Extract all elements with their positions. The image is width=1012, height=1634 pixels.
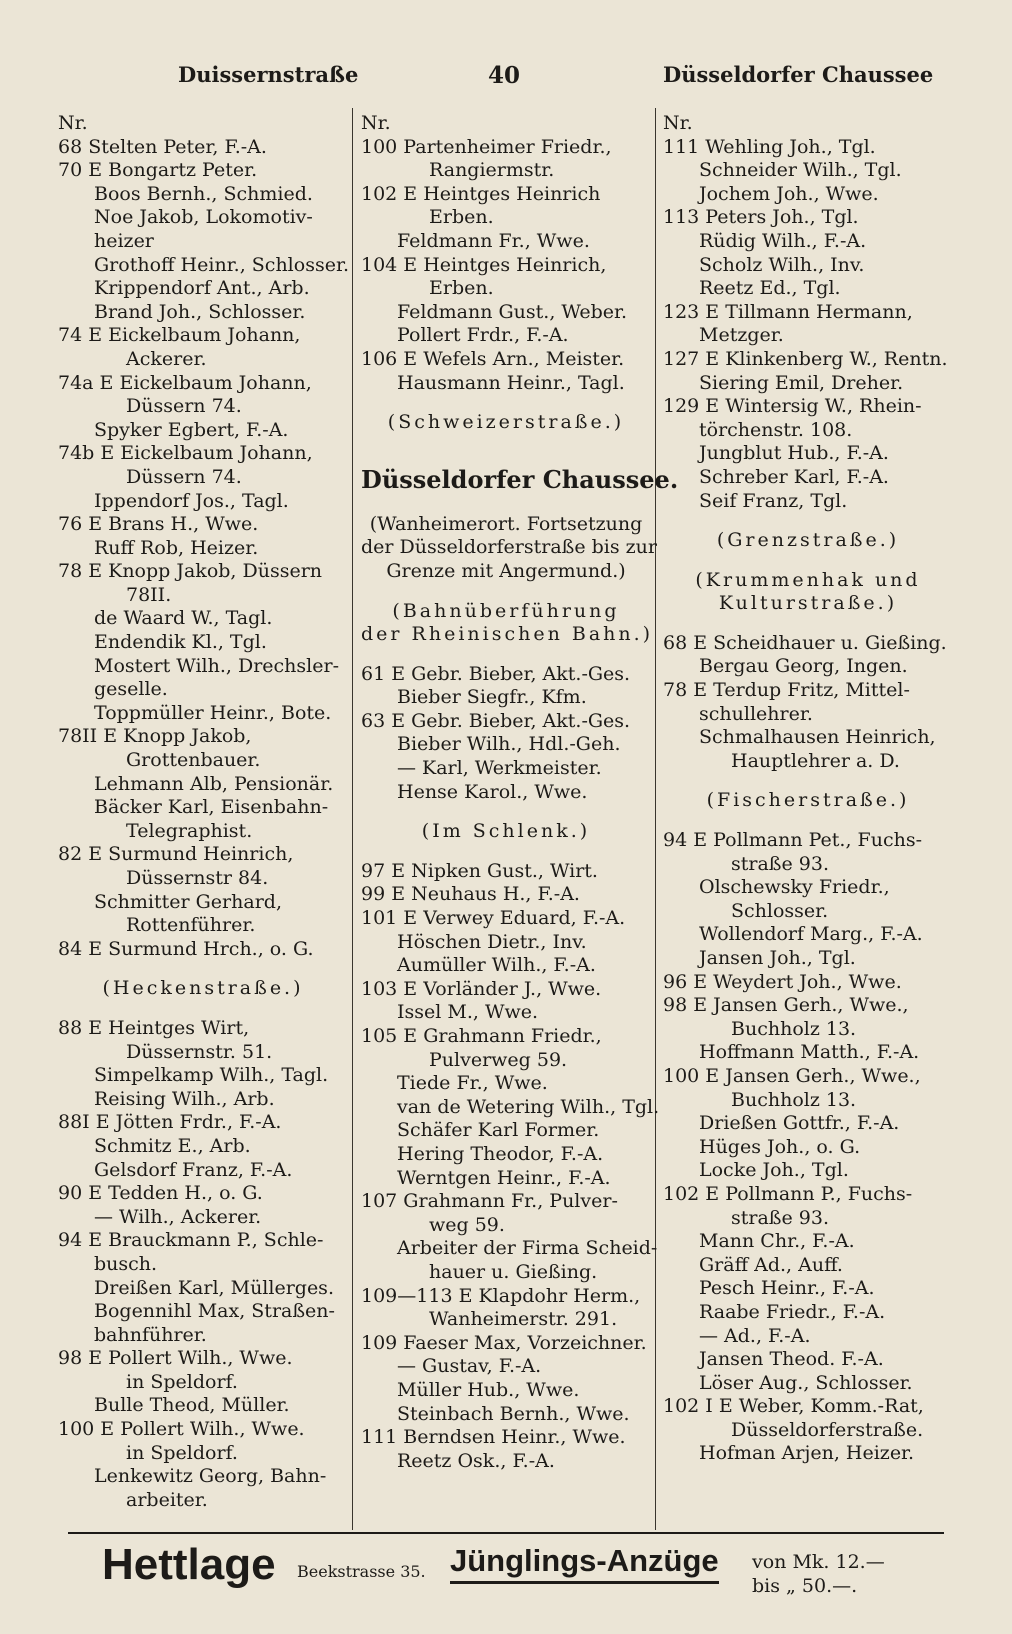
directory-entry: Noe Jakob, Lokomotiv-	[94, 206, 313, 229]
directory-entry: Schreber Karl, F.-A.	[699, 465, 889, 488]
spacer	[58, 961, 348, 977]
directory-entry: 82 E Surmund Heinrich,	[58, 843, 294, 866]
directory-entry: 105 E Grahmann Friedr.,	[361, 1025, 602, 1047]
advert-company-name: Hettlage	[102, 1540, 276, 1589]
cross-street-heading: (Schweizerstraße.)	[387, 411, 625, 434]
directory-entry: Düssernstr 84.	[126, 867, 269, 889]
directory-entry: Drießen Gottfr., F.-A.	[699, 1112, 900, 1135]
street-note: der Düsseldorferstraße bis zur	[361, 536, 657, 559]
directory-entry: Steinbach Bernh., Wwe.	[397, 1402, 630, 1425]
directory-entry: van de Wetering Wilh., Tgl.	[397, 1095, 660, 1118]
directory-entry: 63 E Gebr. Bieber, Akt.-Ges.	[361, 709, 631, 732]
directory-entry: Gräff Ad., Auff.	[699, 1253, 843, 1276]
directory-entry: 78II E Knopp Jakob,	[58, 725, 252, 748]
directory-entry: Pollert Frdr., F.-A.	[397, 324, 569, 347]
directory-entry: Pulverweg 59.	[429, 1048, 568, 1071]
directory-entry: Locke Joh., Tgl.	[699, 1159, 849, 1182]
directory-entry: 99 E Neuhaus H., F.-A.	[361, 883, 580, 906]
directory-entry: Feldmann Gust., Weber.	[397, 300, 628, 323]
advert-address: Beekstrasse 35.	[297, 1562, 426, 1581]
spacer	[663, 616, 953, 632]
directory-entry: Nr.	[58, 112, 88, 134]
directory-entry: straße 93.	[731, 1206, 829, 1229]
cross-street-heading: Kulturstraße.)	[718, 592, 898, 615]
directory-entry: Lenkewitz Georg, Bahn-	[94, 1465, 327, 1488]
directory-entry: 70 E Bongartz Peter.	[58, 159, 258, 182]
directory-entry: Jansen Joh., Tgl.	[699, 947, 856, 969]
directory-entry: 100 Partenheimer Friedr.,	[361, 135, 612, 158]
spacer	[361, 804, 651, 820]
column-1	[58, 112, 348, 1512]
directory-entry: schullehrer.	[699, 702, 813, 725]
directory-entry: — Ad., F.-A.	[699, 1324, 811, 1347]
directory-entry: Mann Chr., F.-A.	[699, 1230, 855, 1253]
directory-entry: in Speldorf.	[126, 1370, 238, 1393]
directory-entry: Hoffmann Matth., F.-A.	[699, 1041, 920, 1064]
directory-entry: 88 E Heintges Wirt,	[58, 1016, 250, 1039]
directory-entry: Ruff Rob, Heizer.	[94, 536, 259, 559]
directory-entry: Bieber Wilh., Hdl.-Geh.	[397, 733, 621, 756]
directory-entry: 103 E Vorländer J., Wwe.	[361, 977, 602, 1000]
directory-entry: Bäcker Karl, Eisenbahn-	[94, 796, 329, 819]
directory-entry: Buchholz 13.	[731, 1088, 857, 1111]
directory-entry: 78 E Terdup Fritz, Mittel-	[663, 679, 910, 702]
cross-street-heading: (Krummenhak und	[695, 568, 921, 591]
directory-entry: 98 E Pollert Wilh., Wwe.	[58, 1347, 293, 1370]
directory-entry: Aumüller Wilh., F.-A.	[397, 954, 596, 977]
directory-entry: Buchholz 13.	[731, 1017, 857, 1040]
spacer	[58, 1001, 348, 1017]
cross-street-heading: (Bahnüberführung	[392, 599, 620, 622]
column-divider	[655, 108, 656, 1530]
directory-entry: arbeiter.	[126, 1488, 208, 1511]
directory-entry: 100 E Jansen Gerh., Wwe.,	[663, 1064, 921, 1087]
directory-entry: busch.	[94, 1252, 158, 1275]
directory-entry: Metzger.	[699, 324, 784, 347]
advert-product: Jünglings-Anzüge	[450, 1541, 719, 1584]
directory-entry: Schäfer Karl Former.	[397, 1119, 600, 1142]
directory-entry: Brand Joh., Schlosser.	[94, 300, 306, 323]
directory-entry: 113 Peters Joh., Tgl.	[663, 206, 859, 229]
directory-entry: Hüges Joh., o. G.	[699, 1135, 861, 1158]
directory-entry: 98 E Jansen Gerh., Wwe.,	[663, 994, 909, 1017]
directory-entry: hauer u. Gießing.	[429, 1260, 598, 1283]
directory-entry: Feldmann Fr., Wwe.	[397, 229, 590, 252]
directory-entry: Hense Karol., Wwe.	[397, 780, 588, 803]
directory-entry: 111 Berndsen Heinr., Wwe.	[361, 1426, 626, 1449]
spacer	[361, 497, 651, 513]
directory-entry: Düsseldorferstraße.	[731, 1418, 924, 1441]
street-title: Düsseldorfer Chaussee.	[361, 464, 679, 494]
directory-entry: Issel M., Wwe.	[397, 1001, 539, 1024]
directory-entry: — Gustav, F.-A.	[397, 1355, 542, 1378]
directory-entry: Bergau Georg, Ingen.	[699, 655, 908, 678]
running-head-right: Düsseldorfer Chaussee	[663, 62, 934, 87]
spacer	[361, 584, 651, 600]
directory-entry: 90 E Tedden H., o. G.	[58, 1182, 263, 1205]
directory-entry: 68 Stelten Peter, F.-A.	[58, 135, 267, 158]
cross-street-heading: (Heckenstraße.)	[102, 977, 304, 1000]
column-3	[663, 112, 953, 1466]
directory-entry: 96 E Weydert Joh., Wwe.	[663, 970, 902, 993]
cross-street-heading: (Grenzstraße.)	[716, 529, 900, 552]
spacer	[361, 435, 651, 463]
directory-entry: 102 E Pollmann P., Fuchs-	[663, 1182, 913, 1205]
directory-entry: Arbeiter der Firma Scheid-	[397, 1237, 658, 1260]
directory-entry: Reetz Ed., Tgl.	[699, 277, 841, 300]
directory-entry: Düssern 74.	[126, 395, 242, 418]
directory-entry: törchenstr. 108.	[699, 418, 853, 441]
directory-entry: Gelsdorf Franz, F.-A.	[94, 1158, 293, 1181]
directory-entry: Dreißen Karl, Müllerges.	[94, 1276, 334, 1299]
directory-entry: 109—113 E Klapdohr Herm.,	[361, 1284, 641, 1307]
directory-entry: 102 E Heintges Heinrich	[361, 182, 601, 205]
directory-entry: — Karl, Werkmeister.	[397, 757, 602, 780]
directory-entry: Krippendorf Ant., Arb.	[94, 277, 310, 300]
directory-entry: Lehmann Alb, Pensionär.	[94, 772, 334, 795]
directory-entry: bahnführer.	[94, 1323, 207, 1346]
directory-entry: Werntgen Heinr., F.-A.	[397, 1166, 611, 1189]
directory-entry: weg 59.	[429, 1213, 505, 1236]
advert-price-line: von Mk. 12.—	[752, 1551, 885, 1573]
directory-entry: Scholz Wilh., Inv.	[699, 253, 865, 276]
directory-entry: Jochem Joh., Wwe.	[699, 182, 879, 205]
directory-entry: Düssern 74.	[126, 465, 242, 488]
directory-entry: Höschen Dietr., Inv.	[397, 930, 587, 953]
directory-entry: Mostert Wilh., Drechsler-	[94, 654, 339, 677]
directory-entry: Nr.	[663, 112, 693, 134]
spacer	[663, 553, 953, 569]
directory-entry: Grothoff Heinr., Schlosser.	[94, 253, 349, 276]
directory-entry: Boos Bernh., Schmied.	[94, 182, 313, 205]
directory-entry: Nr.	[361, 112, 391, 134]
directory-entry: 74a E Eickelbaum Johann,	[58, 371, 312, 394]
directory-entry: Seif Franz, Tgl.	[699, 489, 848, 512]
directory-entry: Hauptlehrer a. D.	[731, 749, 900, 772]
spacer	[361, 844, 651, 860]
directory-entry: 101 E Verwey Eduard, F.-A.	[361, 907, 626, 930]
directory-entry: Simpelkamp Wilh., Tagl.	[94, 1064, 329, 1087]
directory-entry: Hering Theodor, F.-A.	[397, 1142, 604, 1165]
directory-entry: de Waard W., Tagl.	[94, 607, 273, 630]
directory-entry: Bieber Siegfr., Kfm.	[397, 686, 587, 709]
directory-entry: Erben.	[429, 277, 494, 300]
directory-entry: Hofman Arjen, Heizer.	[699, 1442, 915, 1465]
directory-entry: Reising Wilh., Arb.	[94, 1087, 275, 1110]
footer-rule	[68, 1532, 944, 1534]
directory-entry: heizer	[94, 229, 154, 252]
page-number: 40	[488, 62, 521, 89]
advert-price-line: bis „ 50.—.	[752, 1575, 858, 1597]
directory-entry: Telegraphist.	[126, 819, 253, 842]
directory-entry: 100 E Pollert Wilh., Wwe.	[58, 1418, 305, 1441]
directory-entry: 84 E Surmund Hrch., o. G.	[58, 937, 314, 960]
directory-entry: Schlosser.	[731, 899, 829, 922]
directory-entry: 68 E Scheidhauer u. Gießing.	[663, 631, 947, 654]
directory-entry: Jungblut Hub., F.-A.	[699, 442, 889, 465]
street-note: (Wanheimerort. Fortsetzung	[369, 512, 643, 535]
running-head-left: Duissernstraße	[178, 62, 359, 87]
cross-street-heading: der Rheinischen Bahn.)	[361, 623, 654, 646]
directory-entry: in Speldorf.	[126, 1441, 238, 1464]
cross-street-heading: (Fischerstraße.)	[706, 789, 910, 812]
directory-entry: Grottenbauer.	[126, 749, 261, 772]
directory-entry: 102 I E Weber, Komm.-Rat,	[663, 1395, 924, 1418]
directory-entry: 74 E Eickelbaum Johann,	[58, 324, 301, 347]
directory-entry: Pesch Heinr., F.-A.	[699, 1277, 875, 1300]
directory-entry: 97 E Nipken Gust., Wirt.	[361, 859, 598, 882]
directory-entry: 74b E Eickelbaum Johann,	[58, 442, 313, 465]
cross-street-heading: (Im Schlenk.)	[421, 820, 591, 843]
column-2	[361, 112, 679, 1473]
directory-entry: Schmalhausen Heinrich,	[699, 726, 936, 749]
directory-entry: 78 E Knopp Jakob, Düssern	[58, 560, 323, 583]
directory-entry: Rangiermstr.	[429, 159, 555, 182]
directory-entry: Siering Emil, Dreher.	[699, 371, 904, 394]
directory-entry: Tiede Fr., Wwe.	[397, 1072, 548, 1095]
directory-entry: Bogennihl Max, Straßen-	[94, 1300, 335, 1323]
directory-entry: Erben.	[429, 206, 494, 229]
directory-entry: Düssernstr. 51.	[126, 1040, 273, 1063]
directory-entry: 109 Faeser Max, Vorzeichner.	[361, 1331, 647, 1354]
directory-entry: Schmitz E., Arb.	[94, 1134, 251, 1157]
directory-entry: Rüdig Wilh., F.-A.	[699, 229, 867, 252]
directory-entry: 94 E Brauckmann P., Schle-	[58, 1229, 324, 1252]
directory-entry: 61 E Gebr. Bieber, Akt.-Ges.	[361, 662, 631, 685]
directory-entry: 123 E Tillmann Hermann,	[663, 300, 913, 323]
directory-entry: straße 93.	[731, 852, 829, 875]
directory-entry: 107 Grahmann Fr., Pulver-	[361, 1190, 618, 1213]
directory-entry: Wollendorf Marg., F.-A.	[699, 923, 923, 946]
directory-entry: Schneider Wilh., Tgl.	[699, 159, 902, 182]
directory-entry: Raabe Friedr., F.-A.	[699, 1300, 886, 1323]
spacer	[663, 813, 953, 829]
column-divider	[352, 108, 353, 1530]
spacer	[361, 647, 651, 663]
directory-entry: Löser Aug., Schlosser.	[699, 1371, 913, 1394]
directory-entry: Toppmüller Heinr., Bote.	[94, 701, 332, 724]
directory-entry: 104 E Heintges Heinrich,	[361, 253, 607, 276]
directory-entry: 127 E Klinkenberg W., Rentn.	[663, 347, 948, 370]
directory-entry: 94 E Pollmann Pet., Fuchs-	[663, 829, 922, 852]
spacer	[663, 513, 953, 529]
directory-entry: 106 E Wefels Arn., Meister.	[361, 347, 625, 370]
directory-entry: Spyker Egbert, F.-A.	[94, 418, 289, 441]
directory-entry: Bulle Theod, Müller.	[94, 1394, 290, 1417]
directory-entry: Olschewsky Friedr.,	[699, 876, 890, 899]
directory-entry: Wanheimerstr. 291.	[429, 1308, 618, 1331]
directory-entry: Schmitter Gerhard,	[94, 890, 282, 913]
directory-entry: — Wilh., Ackerer.	[94, 1205, 262, 1228]
directory-entry: 111 Wehling Joh., Tgl.	[663, 135, 876, 158]
directory-entry: Rottenführer.	[126, 914, 256, 937]
directory-entry: geselle.	[94, 678, 168, 701]
advert-price	[752, 1550, 885, 1598]
directory-entry: Reetz Osk., F.-A.	[397, 1449, 555, 1472]
spacer	[361, 395, 651, 411]
directory-entry: 76 E Brans H., Wwe.	[58, 513, 259, 536]
directory-entry: Jansen Theod. F.-A.	[699, 1348, 884, 1371]
directory-entry: 88I E Jötten Frdr., F.-A.	[58, 1111, 282, 1134]
directory-entry: Ippendorf Jos., Tagl.	[94, 489, 289, 512]
directory-entry: Ackerer.	[126, 347, 207, 370]
directory-entry: Endendik Kl., Tgl.	[94, 631, 267, 654]
directory-entry: 78II.	[126, 583, 172, 606]
directory-entry: 129 E Wintersig W., Rhein-	[663, 395, 922, 418]
directory-entry: Hausmann Heinr., Tagl.	[397, 371, 625, 394]
directory-entry: Müller Hub., Wwe.	[397, 1378, 580, 1401]
spacer	[663, 773, 953, 789]
street-note: Grenze mit Angermund.)	[386, 559, 626, 582]
